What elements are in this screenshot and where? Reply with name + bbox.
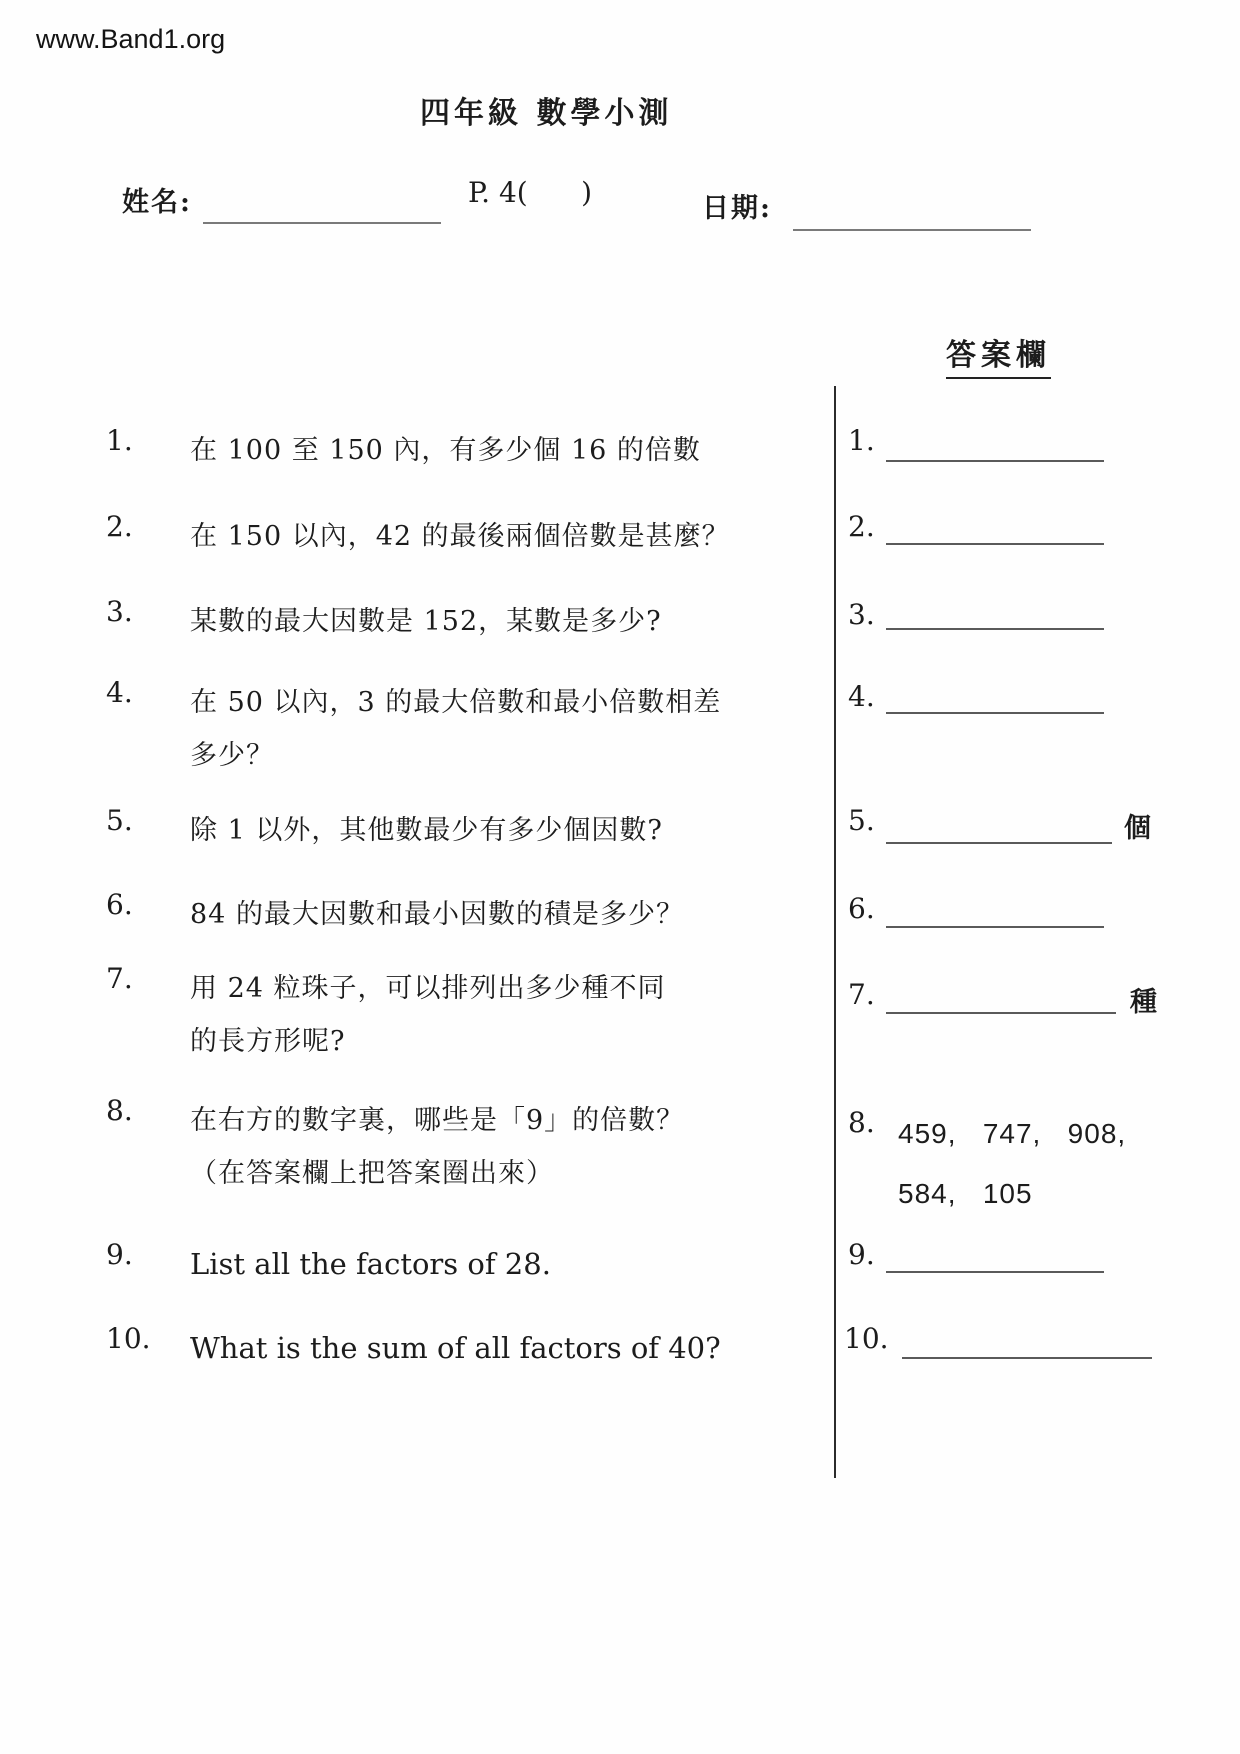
answer-number-choices: 584, 105 bbox=[898, 1178, 1033, 1209]
question-number: 7. bbox=[106, 962, 133, 995]
question-text: 84 的最大因數和最小因數的積是多少？ bbox=[190, 899, 684, 930]
question-number: 1. bbox=[106, 424, 133, 457]
answer-unit-label: 種 bbox=[1130, 987, 1157, 1018]
answer-number: 4. bbox=[848, 680, 875, 713]
question-number: 9. bbox=[106, 1238, 133, 1271]
answer-blank-line bbox=[886, 543, 1104, 545]
question-number: 6. bbox=[106, 888, 133, 921]
question-text-line: 在 50 以內，3 的最大倍數和最小倍數相差 bbox=[190, 687, 722, 718]
question-text bbox=[190, 676, 838, 782]
date-label: 日期: bbox=[702, 193, 772, 224]
question-number: 4. bbox=[106, 676, 133, 709]
question-text: List all the factors of 28. bbox=[190, 1247, 551, 1281]
answer-number: 5. bbox=[848, 804, 875, 837]
name-blank-line bbox=[203, 222, 441, 224]
answer-number: 3. bbox=[848, 598, 875, 631]
question-text-line: 多少？ bbox=[190, 740, 274, 771]
answer-number: 7. bbox=[848, 978, 875, 1011]
answer-number-choices: 459, 747, 908, bbox=[898, 1118, 1127, 1149]
answer-number: 10. bbox=[844, 1322, 889, 1355]
answer-unit-label: 個 bbox=[1124, 813, 1151, 844]
answer-number: 9. bbox=[848, 1238, 875, 1271]
question-number: 8. bbox=[106, 1094, 133, 1127]
question-text: 在 150 以內，42 的最後兩個倍數是甚麼？ bbox=[190, 521, 730, 552]
class-label: P. 4( ) bbox=[468, 176, 593, 209]
name-label: 姓名: bbox=[122, 187, 192, 218]
question-text-line: 在右方的數字裏，哪些是「9」的倍數？ bbox=[190, 1105, 685, 1136]
question-text: What is the sum of all factors of 40? bbox=[190, 1331, 721, 1365]
date-blank-line bbox=[793, 229, 1031, 231]
question-text-line: （在答案欄上把答案圈出來） bbox=[190, 1158, 554, 1189]
question-number: 10. bbox=[106, 1322, 151, 1355]
answer-blank-line bbox=[886, 1271, 1104, 1273]
answer-blank-line bbox=[886, 712, 1104, 714]
page-title: 四年級 數學小測 bbox=[420, 96, 673, 131]
answer-number: 6. bbox=[848, 892, 875, 925]
question-text: 除 1 以外，其他數最少有多少個因數? bbox=[190, 815, 663, 846]
answer-column-header: 答案欄 bbox=[946, 330, 1051, 379]
question-number: 2. bbox=[106, 510, 133, 543]
answer-number: 8. bbox=[848, 1106, 875, 1139]
answer-blank-line bbox=[886, 1012, 1116, 1014]
site-watermark: www.Band1.org bbox=[36, 24, 226, 54]
question-text bbox=[190, 1094, 838, 1200]
answer-blank-line bbox=[886, 460, 1104, 462]
answer-blank-line bbox=[886, 628, 1104, 630]
question-text-line: 用 24 粒珠子，可以排列出多少種不同 bbox=[190, 973, 666, 1004]
answer-number: 2. bbox=[848, 510, 875, 543]
question-text: 在 100 至 150 內，有多少個 16 的倍數 bbox=[190, 435, 701, 466]
question-text: 某數的最大因數是 152，某數是多少? bbox=[190, 606, 662, 637]
question-text bbox=[190, 962, 838, 1068]
question-number: 5. bbox=[106, 804, 133, 837]
answer-blank-line bbox=[886, 926, 1104, 928]
answer-blank-line bbox=[902, 1357, 1152, 1359]
question-text-line: 的長方形呢? bbox=[190, 1026, 346, 1057]
answer-number: 1. bbox=[848, 424, 875, 457]
answer-blank-line bbox=[886, 842, 1112, 844]
question-number: 3. bbox=[106, 595, 133, 628]
